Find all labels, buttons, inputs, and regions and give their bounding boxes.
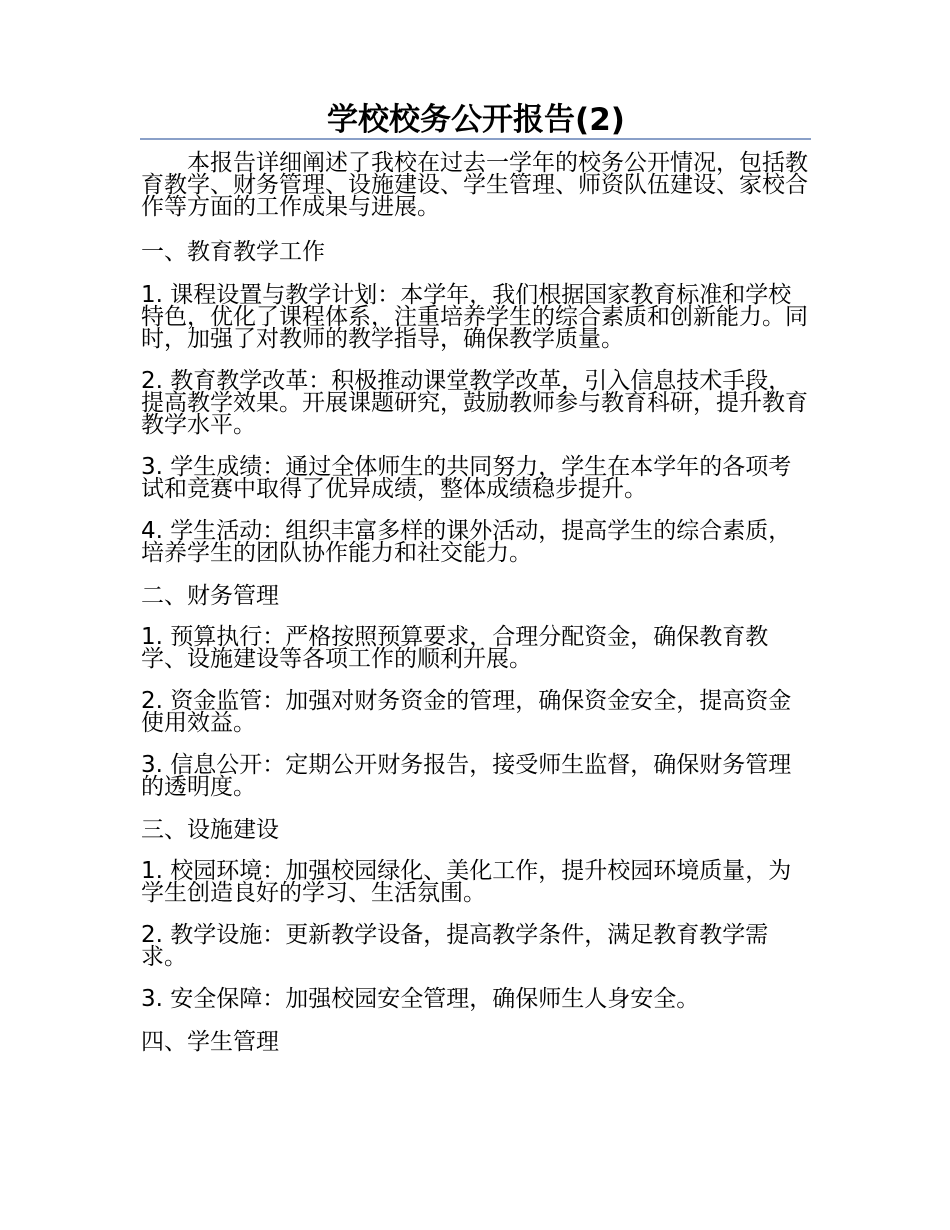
intro-paragraph: 本报告详细阐述了我校在过去一学年的校务公开情况，包括教育教学、财务管理、设施建设、学生管理、师资队伍建设、家校合作等方面的工作成果与进展。 bbox=[141, 150, 808, 220]
paragraph: 2. 资金监管：加强对财务资金的管理，确保资金安全，提高资金使用效益。 bbox=[141, 688, 792, 736]
paragraph: 2. 教育教学改革：积极推动课堂教学改革，引入信息技术手段，提高教学效果。开展课题研究，鼓励教师参与教育科研，提升教育教学水平。 bbox=[141, 368, 808, 438]
section-heading-facilities: 三、设施建设 bbox=[141, 817, 279, 843]
paragraph: 1. 校园环境：加强校园绿化、美化工作，提升校园环境质量，为学生创造良好的学习、生活氛围。 bbox=[141, 858, 792, 906]
paragraph: 1. 课程设置与教学计划：本学年，我们根据国家教育标准和学校特色，优化了课程体系，注重培养学生的综合素质和创新能力。同时，加强了对教师的教学指导，确保教学质量。 bbox=[141, 282, 808, 352]
paragraph: 4. 学生活动：组织丰富多样的课外活动，提高学生的综合素质，培养学生的团队协作能力和社交能力。 bbox=[141, 518, 792, 566]
section-heading-finance: 二、财务管理 bbox=[141, 583, 279, 609]
paragraph: 3. 安全保障：加强校园安全管理，确保师生人身安全。 bbox=[141, 986, 700, 1012]
document-title: 学校校务公开报告(2) bbox=[327, 102, 625, 138]
paragraph: 2. 教学设施：更新教学设备，提高教学条件，满足教育教学需求。 bbox=[141, 922, 769, 970]
section-heading-teaching: 一、教育教学工作 bbox=[141, 239, 325, 265]
paragraph: 3. 学生成绩：通过全体师生的共同努力，学生在本学年的各项考试和竞赛中取得了优异成绩，整体成绩稳步提升。 bbox=[141, 454, 792, 502]
section-heading-students: 四、学生管理 bbox=[141, 1029, 279, 1055]
paragraph: 3. 信息公开：定期公开财务报告，接受师生监督，确保财务管理的透明度。 bbox=[141, 752, 792, 800]
paragraph: 1. 预算执行：严格按照预算要求，合理分配资金，确保教育教学、设施建设等各项工作的顺利开展。 bbox=[141, 624, 769, 672]
document-page bbox=[141, 100, 811, 1054]
